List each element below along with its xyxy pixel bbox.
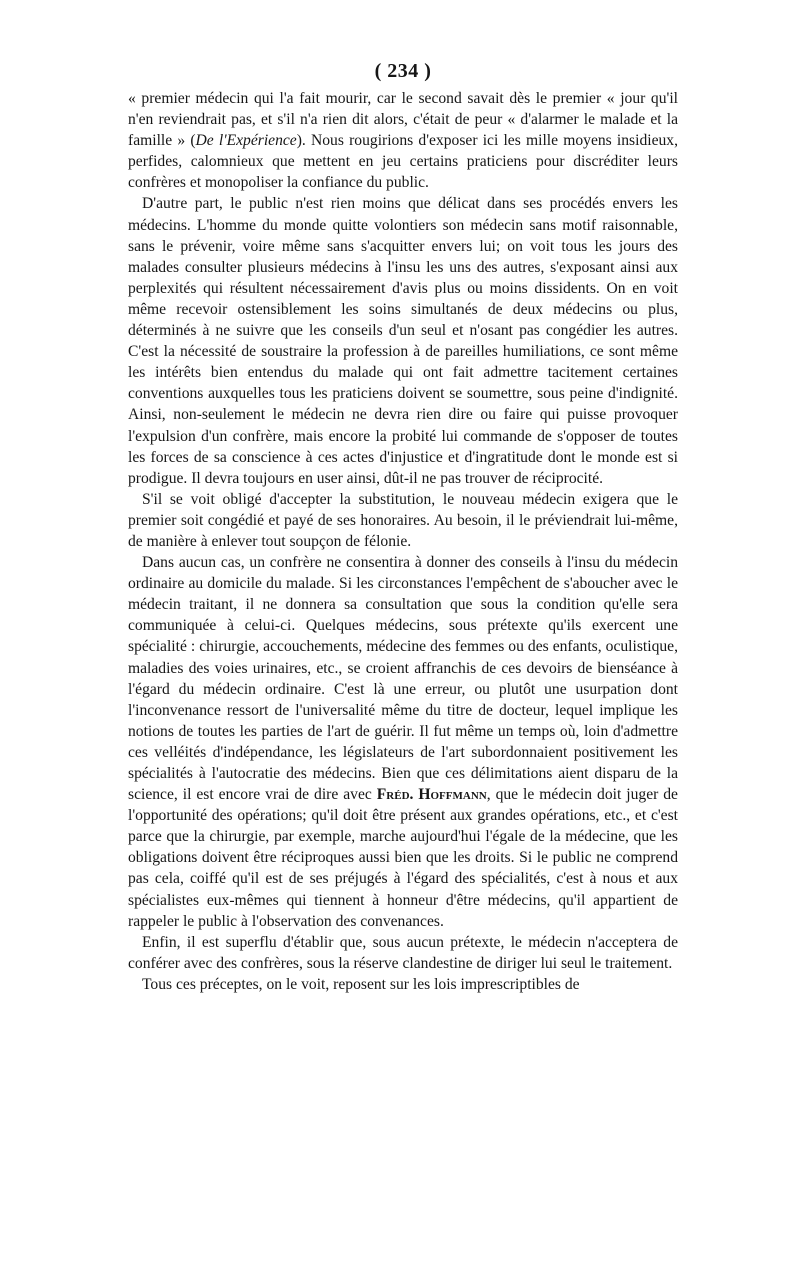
paragraph-6-text: Tous ces préceptes, on le voit, reposent sur les lois imprescriptibles de [142, 975, 580, 993]
paragraph-3-text: S'il se voit obligé d'accepter la substitution, le nouveau médecin exigera que le premier soit congédié et payé de ses honoraires. Au besoin, il le préviendrait lui-même, de manière à enlever tout soupçon de félonie. [128, 490, 678, 550]
paragraph-2 [128, 193, 678, 488]
paragraph-6 [128, 974, 678, 995]
paragraph-1 [128, 88, 678, 193]
paragraph-5-text: Enfin, il est superflu d'établir que, sous aucun prétexte, le médecin n'acceptera de conférer avec des confrères, sous la réserve clandestine de diriger lui seul le traitement. [128, 933, 678, 972]
page-number: ( 234 ) [374, 60, 432, 82]
paragraph-3 [128, 489, 678, 552]
book-title-reference: De l'Expérience [195, 132, 297, 150]
paragraph-1-text-b: ). Nous rougirions d'exposer ici les mille moyens insidieux, perfides, calomnieux que mettent en jeu certains praticiens pour discréditer leurs confrères et monopoliser la confiance du public. [128, 132, 679, 192]
book-page [128, 58, 678, 995]
paragraph-2-text: D'autre part, le public n'est rien moins que délicat dans ses procédés envers les médecins. L'homme du monde quitte volontiers son médecin sans motif raisonnable, sans le prévenir, voire même sans s'acquitter envers lui; on voit tous les jours des malades consulter plusieurs médecins à l'insu les uns des autres, s'exposant ainsi aux perplexités qui résultent nécessairement d'avis plus ou moins dissidents. On en voit même recevoir ostensiblement les soins simultanés de deux médecins ou plus, déterminés à ne suivre que les conseils d'un seul et n'osant pas congédier les autres. C'est la nécessité de soustraire la profession à de pareilles humiliations, ce sont même les intérêts bien entendus du malade qui ont fait admettre tacitement certaines conventions auxquelles tous les praticiens doivent se soumettre, sous peine d'indignité. Ainsi, non-seulement le médecin ne devra rien dire ou faire qui puisse provoquer l'expulsion d'un confrère, mais encore la probité lui commande de s'opposer de toutes les forces de sa conscience à ces actes d'injustice et d'ingratitude dont le monde est si prodigue. Il devra toujours en user ainsi, dût-il ne pas trouver de réciprocité. [128, 195, 678, 487]
author-name: Fréd. Hoffmann [376, 786, 487, 804]
paragraph-4 [128, 552, 678, 932]
paragraph-4-text-a: Dans aucun cas, un confrère ne consentira à donner des conseils à l'insu du médecin ordinaire au domicile du malade. Si les circonstances l'empêchent de s'aboucher avec le médecin traitant, il ne donnera sa consultation que sous la condition qu'elle sera communiquée à celui-ci. Quelques médecins, sous prétexte qu'ils exercent une spécialité : chirurgie, accouchements, médecine des femmes ou des enfants, oculistique, maladies des voies urinaires, etc., se croient affranchis de ces devoirs de bienséance à l'égard du médecin ordinaire. C'est là une erreur, ou plutôt une usurpation dont l'inconvenance ressort de l'universalité même du titre de docteur, lequel implique les notions de toutes les parties de l'art de guérir. Il fut même un temps où, loin d'admettre ces velléités d'indépendance, les législateurs de l'art subordonnaient positivement les spécialités à l'autocratie des médecins. Bien que ces délimitations aient disparu de la science, il est encore vrai de dire avec [128, 554, 678, 804]
paragraph-1-text-a: « premier médecin qui l'a fait mourir, car le second savait dès le premier « jour qu'il n'en reviendrait pas, et s'il n'a rien dit alors, c'était de peur « d'alarmer le malade et la famille » ( [128, 90, 678, 150]
paragraph-4-text-b: , que le médecin doit juger de l'opportunité des opérations; qu'il doit être présent aux grandes opérations, etc., et c'est parce que la chirurgie, par exemple, marche aujourd'hui l'égale de la médecine, que les obligations doivent être réciproques aussi bien que les droits. Si le public ne comprend pas cela, coiffé qu'il est de ses préjugés à l'égard des spécialités, c'est à nous et aux spécialistes eux-mêmes qui tiennent à honneur d'être médecins, qu'il appartient de rappeler le public à l'observation des convenances. [128, 786, 678, 930]
paragraph-5 [128, 932, 678, 974]
